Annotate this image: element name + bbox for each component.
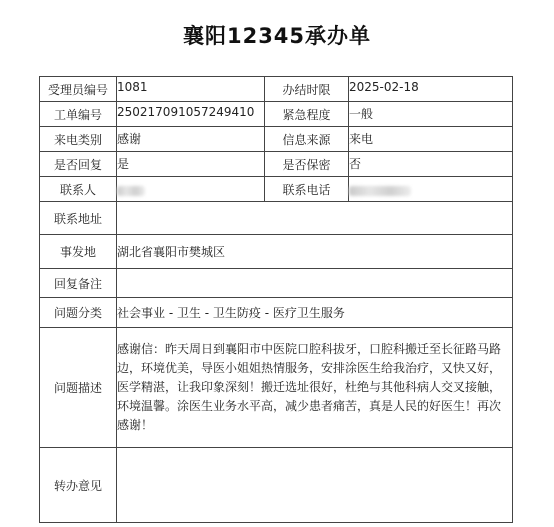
table-row bbox=[40, 298, 513, 328]
category-label: 问题分类 bbox=[40, 298, 117, 328]
urgency-label: 紧急程度 bbox=[265, 102, 349, 127]
table-row bbox=[40, 202, 513, 235]
ticket-form-table bbox=[39, 76, 513, 523]
source-value: 来电 bbox=[349, 127, 513, 152]
contact-value bbox=[117, 177, 265, 202]
call-type-label: 来电类别 bbox=[40, 127, 117, 152]
table-row bbox=[40, 177, 513, 202]
ticket-no-label: 工单编号 bbox=[40, 102, 117, 127]
remark-value bbox=[117, 269, 513, 298]
source-label: 信息来源 bbox=[265, 127, 349, 152]
call-type-value: 感谢 bbox=[117, 127, 265, 152]
contact-label: 联系人 bbox=[40, 177, 117, 202]
secret-label: 是否保密 bbox=[265, 152, 349, 177]
phone-label: 联系电话 bbox=[265, 177, 349, 202]
table-row bbox=[40, 448, 513, 523]
table-row bbox=[40, 102, 513, 127]
table-row bbox=[40, 328, 513, 448]
address-value bbox=[117, 202, 513, 235]
remark-label: 回复备注 bbox=[40, 269, 117, 298]
urgency-value: 一般 bbox=[349, 102, 513, 127]
description-label: 问题描述 bbox=[40, 328, 117, 448]
receiver-id-label: 受理员编号 bbox=[40, 77, 117, 102]
transfer-value bbox=[117, 448, 513, 523]
deadline-label: 办结时限 bbox=[265, 77, 349, 102]
reply-value: 是 bbox=[117, 152, 265, 177]
table-row bbox=[40, 235, 513, 269]
table-row bbox=[40, 269, 513, 298]
category-value: 社会事业 - 卫生 - 卫生防疫 - 医疗卫生服务 bbox=[117, 298, 513, 328]
address-label: 联系地址 bbox=[40, 202, 117, 235]
table-row bbox=[40, 77, 513, 102]
location-value: 湖北省襄阳市樊城区 bbox=[117, 235, 513, 269]
table-row bbox=[40, 127, 513, 152]
document-title: 襄阳12345承办单 bbox=[182, 24, 372, 48]
transfer-label: 转办意见 bbox=[40, 448, 117, 523]
secret-value: 否 bbox=[349, 152, 513, 177]
redacted-phone-number bbox=[349, 186, 411, 196]
location-label: 事发地 bbox=[40, 235, 117, 269]
description-value: 感谢信：昨天周日到襄阳市中医院口腔科拔牙，口腔科搬迁至长征路马路边，环境优美，导医小姐姐热情服务，安排涂医生给我治疗，又快又好，医学精湛，让我印象深刻！搬迁选址很好，杜绝与其他科病人交叉接触，环境温馨。涂医生业务水平高，减少患者痛苦，真是人民的好医生！再次感谢！ bbox=[117, 328, 513, 448]
receiver-id-value: 1081 bbox=[117, 77, 265, 102]
table-row bbox=[40, 152, 513, 177]
redacted-contact-name bbox=[117, 186, 145, 196]
deadline-value: 2025-02-18 bbox=[349, 77, 513, 102]
ticket-no-value: 250217091057249410 bbox=[117, 102, 265, 127]
phone-value bbox=[349, 177, 513, 202]
reply-label: 是否回复 bbox=[40, 152, 117, 177]
